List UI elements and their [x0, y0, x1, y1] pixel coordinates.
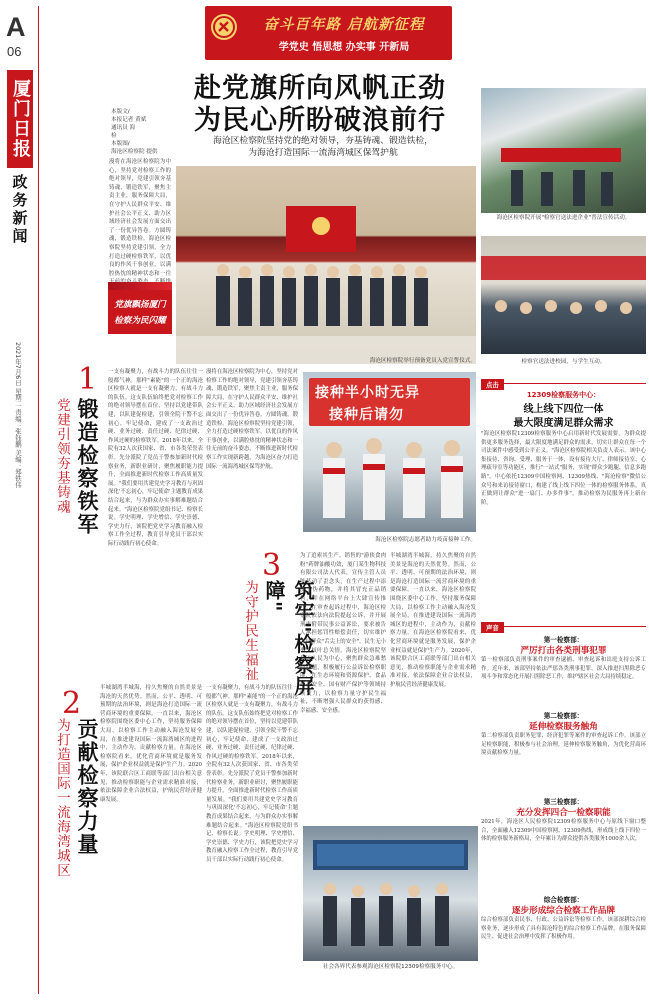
v2-text: 第二检察部负责职务犯罪、经济犯罪等案件的审查起诉工作。该部立足检察职能，积极参与社会治理，延伸检察服务触角，为优化营商环境贡献检察力量。: [481, 733, 646, 757]
right-column: [481, 372, 646, 998]
campus-figures: [481, 236, 646, 354]
v1-title: 严厉打击各类刑事犯罪: [520, 646, 607, 656]
section-3-subtitle: 为守护民生福祉: [242, 580, 258, 682]
left-margin: [2, 2, 36, 998]
v4-title: 逐步形成综合检察工作品牌: [511, 906, 616, 916]
photo-service-center: [303, 826, 478, 961]
photo-campus: [481, 236, 646, 354]
byline-line: 检: [111, 133, 117, 139]
volunteer-figures: [303, 428, 476, 532]
section-3-title: 筑牢"检察屏障": [262, 580, 315, 697]
photo-law-enterprise: [481, 88, 646, 213]
section-2-body-b: 一支有凝聚力，有战斗力的队伍往往一般都气神。那样"素能"的一个正的海沧区检察人就是一支有凝聚力，有战斗力的队伍。这支队伍始终把党对检察工作的绝对领导摆在首位，坚持以党建带队建，以队建促检建，引领全院干警不忘初心，牢记使命，建成了一支政治过硬、业务过硬、责任过硬、纪律过硬、作风过硬的检察铁军。2018年以来，全院有32人次获国家、省、市各类荣誉表彰。先分派院了党员干警参加新时代检察业务，新职业研讨，聚焦履职能力提升，全面推进新时代检察工作高质量发展。"我们要用共建党史学习教育与巩固深化'不忘初心，牢记使命'主题教育成果结合起来，与为群众办实事解难题结合起来。"海沧区检察院党组书记、检察长说。学史明理、学史增信、学史崇德、学史力行，该院把党史学习教育融入检察工作全过程，教育引导党员干部以实际行动践行初心使命。: [206, 685, 298, 863]
caption-oath: 海沧区检察院举行预备党员入党宣誓仪式。: [369, 358, 476, 364]
v1-head: 第一检察部：: [543, 636, 584, 644]
caption-service-center: 社会各界代表参观海沧区检察院12309检察服务中心。: [322, 964, 459, 970]
margin-rule: [38, 6, 39, 994]
rc-main-title-3: 最大限度满足群众需求: [513, 418, 614, 429]
section-2-number: 2: [62, 686, 82, 721]
vaccine-sign-line1: 接种半小时无异: [315, 385, 420, 401]
section-3-body-b: 半城湖湾半城海，持久焦聚的自然美景是海沧的天然优势。然而，公平、透明、可预期的法治环境，则是海沧打造国际一流营商环境的重要保障。一直以来，海沧区检察院围绕区委中心工作，坚持服务保障大局，以检察工作主动融入海沧发展全局，在推进建设国际一流海湾城区的进程中，主动作为，贡献检察力量。在海沧区检察院看来，优化营商环境就是服务发展，保护企业权益就是保护生产力。2020年，该院联合区工商联等部门出台相关意见，推动检察职能与企业需求精准对接，依法保障企业合法权益，护航民营经济健康发展。: [390, 553, 476, 688]
page-number: 06: [7, 44, 22, 59]
section-1-subtitle: 党建引领夯基铸魂: [54, 398, 70, 514]
ceremony-figures: [176, 166, 476, 364]
v4-text: 综合检察部负责民事、行政、公益诉讼等检察工作，该部深耕综合检察业务，逐步形成了具有海沧特色的综合检察工作品牌，在服务保障民生、促进社会治理中发挥了积极作用。: [481, 917, 646, 941]
photo-vaccine-volunteers: [303, 372, 476, 532]
voice-tag-label: 声音: [481, 622, 504, 633]
service-center-figures: [303, 826, 478, 961]
byline-line: 本报记者 黄斌: [111, 117, 147, 123]
enterprise-figures: [481, 88, 646, 213]
intro-paragraph: 漫将在海沧区检察院为中心，坚持党对检察工作的绝对领导，党建引领夯基铸魂，锻造铁军，聚焦主责主业，服务保障大局，在守护人民群众平安、维护社会公平正义、助力区域经济社会发展方面交出了一份优异答卷。方圆铸魂，锻造铁检。海沧区检察院坚持党建引领，全力打造过硬检察铁军，以优良的作风干事创业，以满腔热忱的精神状态和一往: [109, 159, 171, 277]
section-1-body-a: 一支有凝聚力，有战斗力的队伍往往一般都气神。那样"素能"的一个正的海沧区检察人就是一支有凝聚力，有战斗力的队伍。这支队伍始终把党对检察工作的绝对领导摆在首位，坚持以党建带队建，以队建促检建，引领全院干警不忘初心，牢记使命，建成了一支政治过硬、业务过硬、责任过硬、纪律过硬、作风过硬的检察铁军。2018年以来，全院有32人次获国家、省、市各类荣誉表彰。先分派院了党员干警参加新时代检察业务，新职业研讨，聚焦履职能力提升，全面推进新时代检察工作高质量发展。"我们要用共建党史学习教育与巩固深化'不忘初心，牢记使命'主题教育成果结合起来，与为群众办实事解难题结合起来。"海沧区检察院党组书记、检察长说。学史明理、学史增信、学史崇德、学史力行，该院把党史学习教育融入检察工作全过程，教育引导党员干部以实际行动践行初心使命。: [108, 369, 203, 547]
theme-banner: [205, 6, 452, 60]
section-1-number: 1: [78, 362, 98, 397]
v4-head: 综合检察部：: [543, 896, 584, 904]
caption-campus: 检察官送法进校园，与学生互动。: [521, 359, 606, 365]
photo-oath-ceremony: [176, 166, 476, 364]
rc-main-text: "海沧区检察院12309检察服务中心启用新时代发展需要，为群众提供更多服务选择，最大限度地满足群众的需求，切实让群众在每一个司法案件中感受到公平正义。"海沧区检察院相关负责人表示。该中心集接待、咨询、受理、服务于一体，设有接待大厅、律师接待室、心理疏导室等功能区，推行"一站式"服务，实现"群众少跑腿、信息多跑路"。中心依托12309中国检察网、12309热线、"海沧检察"微信公众号和来访接待窗口，构建了线上线下四位一体的检察服务体系，真正做到让群众"进一扇门、办多件事"，推动检察为民服务再上新台阶。: [481, 431, 646, 506]
section-2-title: 贡献检察力量: [75, 718, 99, 856]
banner-line2: 学党史 悟思想 办实事 开新局: [278, 42, 410, 53]
headline-sub-2: 为海沧打造国际一流海湾城区保驾护航: [248, 148, 398, 158]
byline-line: 本版图/: [111, 141, 130, 147]
caption-vaccine: 海沧区检察院志愿者助力疫苗接种工作。: [375, 537, 476, 543]
caption-enterprise: 海沧区检察院开展"检察官送法进企业"普法宣传活动。: [496, 215, 631, 221]
section-3-body-a: 为了追索其生产、销售的"游侠食肉粉"药牌油酸功效，厦门某生物科技有限公司法人代表，宣传主管人员陈某动了歪念头，在生产过程中添加了伪药物，并将其冒充正品销售，并在网络平台上大肆宣传推广。在审查起诉过程中，海沧区检察院依法向法院提起公诉，并开展刑事附带民事公益诉讼，要求被告人承担惩罚性赔偿责任，切实维护人民群众"舌尖上的安全"。民生无小事，枝叶总关情。海沧区检察院坚持以人民为中心，聚焦群众急难愁盼问题，积极履行公益诉讼检察职能，在生态环境和资源保护、食品药品安全、国有财产保护等领域持续发力，以检察力量守护民生福祉，不断增强人民群众的获得感、幸福感、安全感。: [300, 553, 386, 714]
click-tag-label: 点击: [481, 379, 504, 390]
side-banner-line1: 党旗飘扬厦门: [114, 300, 166, 310]
v2-head: 第二检察部：: [543, 712, 584, 720]
v1-text: 第一检察部负责刑事案件的审查逮捕、审查起诉和出庭支持公诉工作。近年来，该部坚持依法严惩各类刑事犯罪，深入推进扫黑除恶专项斗争和常态化开展扫黑除恶工作，维护辖区社会大局持续稳定。: [481, 657, 646, 681]
rc-main-title-2: 线上线下四位一体: [523, 404, 604, 415]
byline-line: 通讯员 海: [111, 125, 136, 131]
section-1-title: 锻造检察铁军: [75, 398, 99, 536]
vaccine-sign-line2: 接种后请勿: [329, 407, 404, 423]
voice-tag: [481, 615, 646, 632]
v3-head: 第三检察部：: [543, 798, 584, 806]
party-emblem-icon: [211, 14, 237, 40]
v2-title: 延伸检察服务触角: [529, 722, 598, 732]
v3-text: 2021年，海沧区人民检察院12309检察服务中心与原线下窗口整合，全面融入12309中国检察网、12309热线，形成线上线下四位一体的检察服务新格局，全年累计为群众提供各类服务1000余人次。: [481, 819, 646, 843]
side-banner-line2: 检察为民闪耀: [114, 316, 166, 326]
date-line: 2021年7月6日 星期二 责编：张钰鹏 美编：郑铁伟: [14, 342, 22, 488]
banner-line1: 奋斗百年路 启航新征程: [263, 17, 425, 33]
byline: [111, 108, 163, 156]
section-label: 政务新闻: [10, 174, 29, 246]
section-1-body-b: 漫将在海沧区检察院为中心，坚持党对检察工作的绝对领导，党建引领夯基铸魂，锻造铁军，聚焦主责主业，服务保障大局，在守护人民群众平安、维护社会公平正义、助力区域经济社会发展方面交出了一份优异答卷。方圆铸魂，锻造铁检。海沧区检察院坚持党建引领，全力打造过硬检察铁军，以优良的作风干事创业，以满腔热忱的精神状态和一往无前的奋斗姿态，不断推进新时代检察工作实现新跨越，为海沧区奋力打造国际一流海湾城区保驾护航。: [206, 369, 298, 470]
byline-line: 海沧区检察院 提供: [111, 149, 158, 155]
headline-sub-1: 海沧区检察院坚持党的绝对领导，夯基铸魂、锻造铁检，: [213, 136, 433, 146]
byline-line: 本版文/: [111, 109, 130, 115]
rc-main-title-1: 12309检察服务中心：: [526, 391, 601, 399]
headline-main-2: 为民心所盼破浪前行: [194, 105, 446, 136]
section-2-subtitle: 为打造国际一流海湾城区: [54, 718, 70, 878]
click-tag: [481, 372, 646, 389]
headline-main-1: 赴党旗所向风帆正劲: [194, 73, 446, 104]
side-banner: [108, 290, 172, 334]
section-2-body-a: 半城湖湾半城海，持久焦聚的自然美景是海沧的天然优势。然而，公平、透明、可预期的法治环境，则是海沧打造国际一流营商环境的重要保障。一直以来，海沧区检察院围绕区委中心工作，坚持服务保障大局，以检察工作主动融入海沧发展全局，在推进建设国际一流海湾城区的进程中，主动作为，贡献检察力量。在海沧区检察院看来，优化营商环境就是服务发展，保护企业权益就是保护生产力。2020年，该院联合区工商联等部门出台相关意见，推动检察职能与企业需求精准对接，依法保障企业合法权益，护航民营经济健康发展。: [100, 685, 202, 803]
paper-name-logo: 厦门日报: [7, 70, 33, 168]
page-letter: A: [6, 12, 26, 42]
section-3-number: 3: [262, 548, 282, 583]
vaccine-sign: [309, 378, 470, 426]
v3-title: 充分发挥四合一检察职能: [516, 808, 611, 818]
